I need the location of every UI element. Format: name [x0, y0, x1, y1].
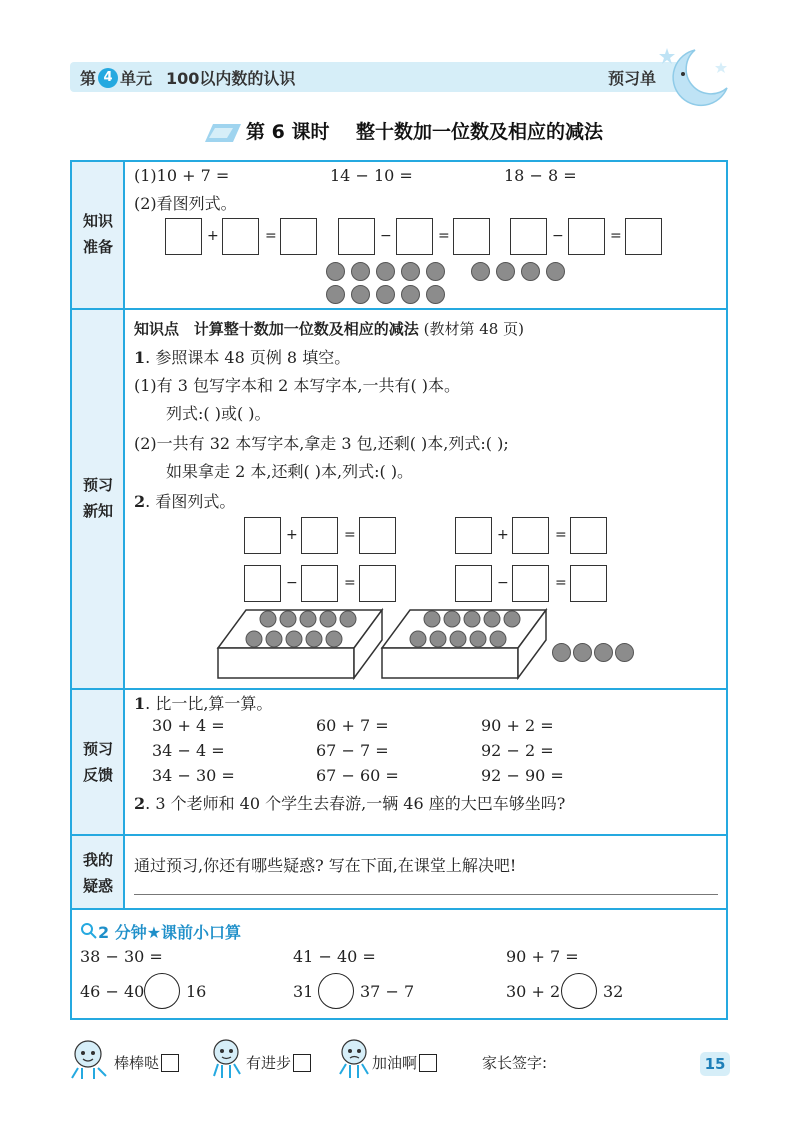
counter-row	[326, 285, 445, 304]
compare-left: 30 + 2	[506, 982, 561, 1001]
ten-tray-illustration	[216, 604, 386, 680]
side-column	[72, 162, 123, 908]
side-label-line: 知识	[82, 212, 113, 230]
rating-progress	[246, 1052, 311, 1073]
oral-calc-title: 2 分钟★课前小口算	[98, 923, 242, 942]
q-number: 2	[134, 492, 146, 511]
new-q1c: (2)一共有 32 本写字本,拿走 3 包,还剩( )本,列式:( );	[134, 434, 509, 453]
counter-dot	[426, 262, 445, 281]
answer-box[interactable]	[512, 565, 549, 602]
moon-stars-icon	[655, 40, 735, 110]
answer-box[interactable]	[165, 218, 202, 255]
prep-calc-2: 14 − 10 =	[330, 166, 413, 185]
calc-item: 34 − 30 =	[152, 766, 235, 785]
counter-row	[552, 643, 634, 662]
feedback-q2	[134, 791, 565, 814]
unit-prefix: 第	[80, 69, 97, 88]
answer-box[interactable]	[455, 517, 492, 554]
oral-item: 41 − 40 =	[293, 947, 376, 966]
divider-2	[72, 688, 726, 690]
equals-sign: =	[555, 527, 567, 543]
oral-item: 90 + 7 =	[506, 947, 579, 966]
plus-sign: +	[286, 527, 298, 543]
counter-dot	[521, 262, 540, 281]
prep-q2: (2)看图列式。	[134, 194, 237, 213]
lesson-label: 第 6 课时	[246, 121, 330, 143]
counter-dot	[573, 643, 592, 662]
answer-box[interactable]	[359, 565, 396, 602]
unit-suffix: 单元	[120, 69, 153, 88]
kp-label: 知识点	[134, 320, 180, 338]
divider-3	[72, 834, 726, 836]
q-number: 1	[134, 694, 146, 713]
counter-dot	[326, 262, 345, 281]
compare-right: 16	[186, 982, 207, 1001]
calc-item: 30 + 4 =	[152, 716, 225, 735]
plus-sign: +	[497, 527, 509, 543]
answer-box[interactable]	[301, 565, 338, 602]
oral-item: 38 − 30 =	[80, 947, 163, 966]
answer-box[interactable]	[244, 517, 281, 554]
counter-dot	[552, 643, 571, 662]
counter-dot	[401, 262, 420, 281]
answer-box[interactable]	[510, 218, 547, 255]
answer-box[interactable]	[570, 517, 607, 554]
counter-dot	[351, 285, 370, 304]
q-text: . 看图列式。	[145, 492, 236, 511]
side-label-new	[72, 472, 124, 524]
prep-calc-1: (1)10 + 7 =	[134, 166, 230, 185]
calc-item: 90 + 2 =	[481, 716, 554, 735]
side-label-line: 我的	[82, 851, 113, 869]
ten-tray-illustration	[380, 604, 550, 680]
side-label-line: 新知	[82, 502, 113, 520]
rating-cheer	[372, 1052, 437, 1073]
lesson-title: 整十数加一位数及相应的减法	[356, 121, 604, 143]
equals-sign: =	[344, 527, 356, 543]
page-number: 15	[700, 1052, 730, 1076]
compare-circle[interactable]	[144, 973, 180, 1009]
counter-dot	[401, 285, 420, 304]
counter-dot	[376, 285, 395, 304]
minus-sign: −	[286, 575, 298, 591]
minus-sign: −	[552, 228, 564, 244]
doubts-prompt: 通过预习,你还有哪些疑惑? 写在下面,在课堂上解决吧!	[134, 856, 517, 875]
search-icon	[80, 922, 98, 940]
rating-checkbox[interactable]	[161, 1054, 179, 1072]
plus-sign: +	[207, 228, 219, 244]
counter-dot	[615, 643, 634, 662]
equals-sign: =	[610, 228, 622, 244]
rating-good	[114, 1052, 179, 1073]
feedback-q1	[134, 691, 272, 714]
answer-box[interactable]	[568, 218, 605, 255]
compare-circle[interactable]	[561, 973, 597, 1009]
new-q1	[134, 345, 350, 368]
answer-box[interactable]	[396, 218, 433, 255]
q-text: . 3 个老师和 40 个学生去春游,一辆 46 座的大巴车够坐吗?	[145, 794, 566, 813]
equals-sign: =	[344, 575, 356, 591]
counter-dot	[351, 262, 370, 281]
kp-title: 计算整十数加一位数及相应的减法	[193, 320, 419, 338]
calc-item: 67 − 7 =	[316, 741, 389, 760]
answer-box[interactable]	[301, 517, 338, 554]
q-text: . 参照课本 48 页例 8 填空。	[145, 348, 351, 367]
compare-right: 37 − 7	[360, 982, 415, 1001]
rating-label: 棒棒哒	[114, 1054, 160, 1072]
sheet-type: 预习单	[608, 69, 657, 88]
minus-sign: −	[497, 575, 509, 591]
rating-checkbox[interactable]	[419, 1054, 437, 1072]
side-label-line: 预习	[82, 740, 113, 758]
pencil-icon	[203, 118, 243, 144]
new-q1d: 如果拿走 2 本,还剩( )本,列式:( )。	[166, 462, 414, 481]
parent-signature-label: 家长签字:	[482, 1054, 548, 1072]
q-text: . 比一比,算一算。	[145, 694, 273, 713]
rating-label: 加油啊	[372, 1054, 418, 1072]
kp-ref: (教材第 48 页)	[423, 320, 524, 338]
unit-heading	[80, 66, 295, 89]
counter-row	[471, 262, 565, 281]
calc-item: 67 − 60 =	[316, 766, 399, 785]
counter-dot	[471, 262, 490, 281]
side-label-line: 预习	[82, 476, 113, 494]
equals-sign: =	[265, 228, 277, 244]
side-label-line: 反馈	[82, 766, 113, 784]
counter-dot	[376, 262, 395, 281]
answer-box[interactable]	[570, 565, 607, 602]
new-q2	[134, 489, 235, 512]
side-label-prep	[72, 208, 124, 260]
unit-number-badge: 4	[98, 68, 118, 88]
new-q1b: 列式:( )或( )。	[166, 404, 271, 423]
compare-circle[interactable]	[318, 973, 354, 1009]
counter-dot	[426, 285, 445, 304]
answer-box[interactable]	[222, 218, 259, 255]
answer-box[interactable]	[625, 218, 662, 255]
cartoon-child-icon	[334, 1036, 374, 1080]
calc-item: 92 − 90 =	[481, 766, 564, 785]
calc-item: 92 − 2 =	[481, 741, 554, 760]
unit-title: 100以内数的认识	[166, 69, 296, 88]
side-label-line: 准备	[82, 238, 113, 256]
counter-dot	[594, 643, 613, 662]
compare-left: 46 − 40	[80, 982, 145, 1001]
answer-box[interactable]	[512, 517, 549, 554]
calc-item: 60 + 7 =	[316, 716, 389, 735]
new-q1a: (1)有 3 包写字本和 2 本写字本,一共有( )本。	[134, 376, 461, 395]
divider-1	[72, 308, 726, 310]
prep-calc-3: 18 − 8 =	[504, 166, 577, 185]
calc-item: 34 − 4 =	[152, 741, 225, 760]
answer-box[interactable]	[359, 517, 396, 554]
side-label-feedback	[72, 736, 124, 788]
answer-box[interactable]	[338, 218, 375, 255]
cartoon-child-icon	[204, 1036, 248, 1080]
counter-dot	[546, 262, 565, 281]
answer-box[interactable]	[244, 565, 281, 602]
counter-dot	[496, 262, 515, 281]
writing-line[interactable]	[134, 894, 718, 895]
compare-left: 31	[293, 982, 314, 1001]
knowledge-point	[134, 318, 524, 339]
equals-sign: =	[438, 228, 450, 244]
answer-box[interactable]	[455, 565, 492, 602]
side-label-doubts	[72, 847, 124, 899]
divider-vertical	[123, 162, 125, 908]
minus-sign: −	[380, 228, 392, 244]
q-number: 1	[134, 348, 146, 367]
cartoon-child-icon	[62, 1036, 114, 1080]
q-number: 2	[134, 794, 146, 813]
answer-box[interactable]	[453, 218, 490, 255]
rating-checkbox[interactable]	[293, 1054, 311, 1072]
compare-right: 32	[603, 982, 624, 1001]
counter-row	[326, 262, 445, 281]
equals-sign: =	[555, 575, 567, 591]
counter-dot	[326, 285, 345, 304]
side-label-line: 疑惑	[82, 877, 113, 895]
answer-box[interactable]	[280, 218, 317, 255]
rating-label: 有进步	[246, 1054, 292, 1072]
